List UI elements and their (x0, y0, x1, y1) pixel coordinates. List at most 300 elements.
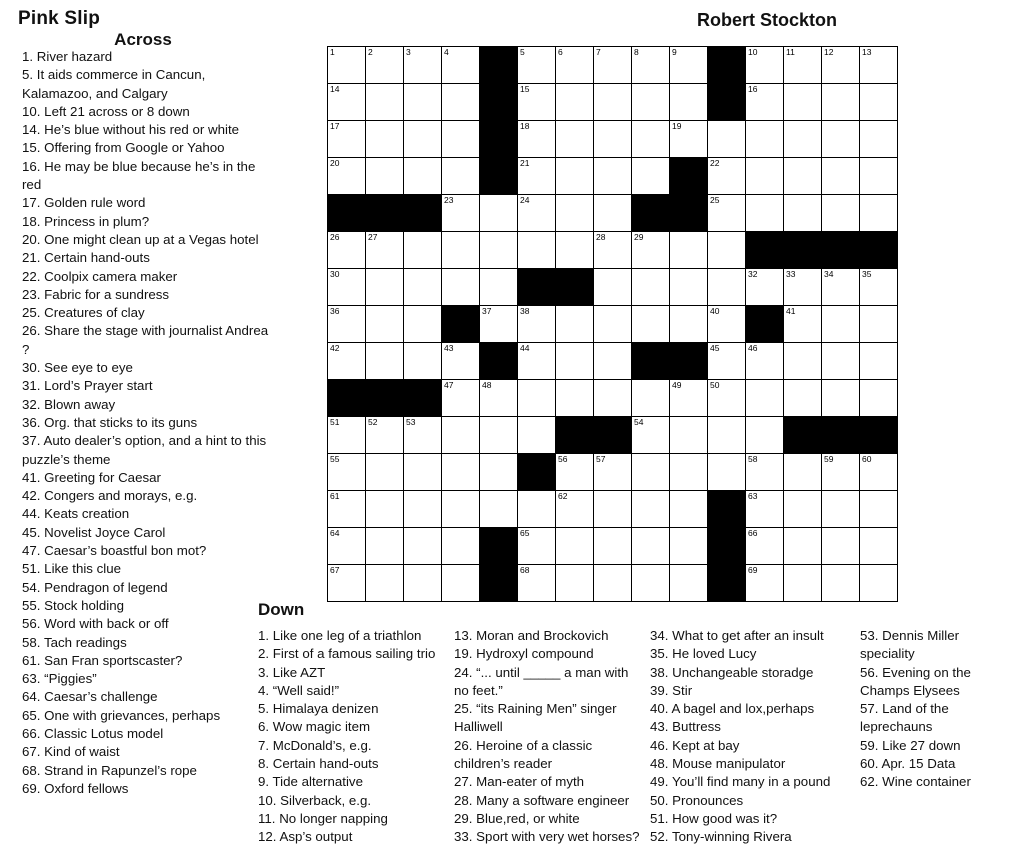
grid-cell[interactable] (556, 565, 594, 602)
grid-cell[interactable] (784, 491, 822, 528)
grid-cell[interactable] (632, 158, 670, 195)
grid-cell[interactable] (670, 306, 708, 343)
grid-block-cell (822, 417, 860, 454)
grid-block-cell (366, 380, 404, 417)
grid-cell[interactable] (746, 269, 784, 306)
grid-cell[interactable] (822, 306, 860, 343)
grid-cell[interactable] (860, 47, 898, 84)
across-clue: 20. One might clean up at a Vegas hotel (22, 231, 259, 247)
grid-cell[interactable] (594, 158, 632, 195)
grid-cell[interactable] (708, 417, 746, 454)
grid-cell[interactable] (670, 84, 708, 121)
grid-cell[interactable] (708, 343, 746, 380)
grid-cell[interactable] (556, 491, 594, 528)
grid-cell[interactable] (670, 380, 708, 417)
grid-cell[interactable] (328, 454, 366, 491)
grid-cell[interactable] (442, 232, 480, 269)
grid-cell[interactable] (442, 158, 480, 195)
grid-cell[interactable] (442, 417, 480, 454)
grid-cell-number: 15 (520, 84, 530, 94)
grid-cell[interactable] (518, 417, 556, 454)
grid-cell[interactable] (404, 158, 442, 195)
grid-block-cell (746, 306, 784, 343)
grid-cell-number: 4 (444, 47, 449, 57)
grid-cell[interactable] (366, 232, 404, 269)
crossword-grid[interactable] (327, 46, 898, 602)
grid-cell[interactable] (328, 232, 366, 269)
grid-cell-number: 13 (862, 47, 872, 57)
across-clue: 42. Congers and morays, e.g. (22, 488, 198, 504)
across-clue: 54. Pendragon of legend (22, 579, 168, 595)
grid-cell[interactable] (594, 47, 632, 84)
grid-cell[interactable] (632, 84, 670, 121)
grid-cell[interactable] (404, 47, 442, 84)
grid-cell-number: 66 (748, 528, 758, 538)
grid-cell-number: 54 (634, 417, 644, 427)
across-clue: 51. Like this clue (22, 561, 122, 577)
grid-row (328, 121, 898, 158)
grid-cell[interactable] (594, 232, 632, 269)
grid-cell[interactable] (784, 454, 822, 491)
across-clue: 55. Stock holding (22, 597, 125, 613)
grid-cell[interactable] (670, 232, 708, 269)
grid-block-cell (404, 380, 442, 417)
across-clue: 16. He may be blue because he’s in the red (22, 158, 256, 193)
across-clue: 15. Offering from Google or Yahoo (22, 140, 225, 156)
grid-cell[interactable] (784, 269, 822, 306)
grid-cell[interactable] (670, 121, 708, 158)
grid-cell[interactable] (746, 47, 784, 84)
grid-cell[interactable] (366, 121, 404, 158)
grid-cell-number: 20 (330, 158, 340, 168)
down-clue: 10. Silverback, e.g. (258, 792, 372, 808)
grid-cell[interactable] (442, 491, 480, 528)
grid-cell[interactable] (442, 269, 480, 306)
grid-cell-number: 52 (368, 417, 378, 427)
grid-cell[interactable] (556, 306, 594, 343)
grid-cell[interactable] (518, 121, 556, 158)
across-clue: 64. Caesar’s challenge (22, 689, 158, 705)
grid-cell[interactable] (632, 47, 670, 84)
grid-cell[interactable] (328, 306, 366, 343)
across-clue: 44. Keats creation (22, 506, 130, 522)
down-clue: 9. Tide alternative (258, 774, 363, 790)
grid-cell[interactable] (708, 121, 746, 158)
grid-cell[interactable] (746, 380, 784, 417)
grid-cell-number: 9 (672, 47, 677, 57)
grid-cell[interactable] (366, 565, 404, 602)
grid-cell[interactable] (860, 565, 898, 602)
grid-cell[interactable] (822, 195, 860, 232)
across-clue: 65. One with grievances, perhaps (22, 707, 221, 723)
down-clue: 24. “... until _____ a man with no feet.” (454, 664, 629, 698)
grid-cell-number: 59 (824, 454, 834, 464)
grid-cell[interactable] (328, 491, 366, 528)
grid-block-cell (594, 417, 632, 454)
grid-cell[interactable] (556, 380, 594, 417)
down-clue: 13. Moran and Brockovich (454, 628, 609, 643)
grid-cell[interactable] (822, 491, 860, 528)
grid-table[interactable] (327, 46, 898, 602)
grid-cell[interactable] (822, 158, 860, 195)
grid-cell[interactable] (328, 565, 366, 602)
grid-block-cell (480, 47, 518, 84)
down-clue: 12. Asp’s output (258, 829, 353, 845)
grid-row (328, 565, 898, 602)
grid-block-cell (366, 195, 404, 232)
grid-cell[interactable] (594, 306, 632, 343)
grid-cell-number: 30 (330, 269, 340, 279)
grid-cell-number: 43 (444, 343, 454, 353)
grid-cell[interactable] (860, 306, 898, 343)
across-clue: 61. San Fran sportscaster? (22, 652, 183, 668)
grid-row (328, 232, 898, 269)
grid-cell[interactable] (708, 195, 746, 232)
grid-cell[interactable] (708, 158, 746, 195)
grid-cell[interactable] (328, 528, 366, 565)
grid-cell[interactable] (556, 454, 594, 491)
grid-cell[interactable] (746, 195, 784, 232)
grid-cell-number: 29 (634, 232, 644, 242)
grid-cell[interactable] (594, 380, 632, 417)
grid-cell[interactable] (632, 491, 670, 528)
grid-cell[interactable] (860, 491, 898, 528)
grid-cell[interactable] (860, 528, 898, 565)
grid-cell[interactable] (594, 269, 632, 306)
grid-cell[interactable] (518, 343, 556, 380)
across-clue: 36. Org. that sticks to its guns (22, 414, 198, 430)
down-clue: 62. Wine container (860, 774, 971, 790)
grid-cell[interactable] (480, 380, 518, 417)
grid-cell[interactable] (366, 343, 404, 380)
across-clue: 26. Share the stage with journalist Andrea ? (22, 323, 269, 357)
grid-cell[interactable] (442, 47, 480, 84)
grid-cell[interactable] (442, 454, 480, 491)
grid-cell[interactable] (328, 417, 366, 454)
grid-cell[interactable] (784, 380, 822, 417)
grid-cell[interactable] (594, 528, 632, 565)
grid-cell[interactable] (670, 491, 708, 528)
grid-block-cell (328, 195, 366, 232)
grid-cell-number: 65 (520, 528, 530, 538)
grid-cell[interactable] (632, 232, 670, 269)
grid-cell[interactable] (822, 47, 860, 84)
grid-cell[interactable] (708, 380, 746, 417)
grid-cell-number: 40 (710, 306, 720, 316)
grid-cell[interactable] (746, 84, 784, 121)
grid-cell[interactable] (746, 454, 784, 491)
grid-cell[interactable] (632, 454, 670, 491)
grid-cell[interactable] (708, 454, 746, 491)
grid-cell[interactable] (556, 195, 594, 232)
down-clue: 43. Buttress (650, 719, 721, 735)
grid-cell[interactable] (594, 491, 632, 528)
grid-cell[interactable] (442, 121, 480, 158)
grid-cell[interactable] (480, 491, 518, 528)
across-clue: 10. Left 21 across or 8 down (22, 103, 190, 119)
grid-cell[interactable] (670, 47, 708, 84)
down-clue: 53. Dennis Miller speciality (860, 628, 960, 662)
grid-cell[interactable] (328, 121, 366, 158)
grid-cell[interactable] (442, 528, 480, 565)
grid-cell[interactable] (746, 565, 784, 602)
grid-cell[interactable] (518, 306, 556, 343)
grid-cell[interactable] (860, 195, 898, 232)
grid-block-cell (442, 306, 480, 343)
grid-cell[interactable] (328, 158, 366, 195)
grid-cell[interactable] (480, 195, 518, 232)
grid-cell[interactable] (480, 306, 518, 343)
down-clue: 35. He loved Lucy (650, 646, 757, 662)
grid-cell[interactable] (822, 565, 860, 602)
across-clue: 31. Lord’s Prayer start (22, 378, 153, 394)
grid-cell[interactable] (328, 47, 366, 84)
grid-cell[interactable] (442, 84, 480, 121)
grid-cell[interactable] (784, 47, 822, 84)
grid-cell[interactable] (860, 84, 898, 121)
grid-cell[interactable] (594, 454, 632, 491)
grid-cell-number: 49 (672, 380, 682, 390)
grid-cell[interactable] (670, 454, 708, 491)
grid-cell[interactable] (480, 232, 518, 269)
grid-cell[interactable] (784, 343, 822, 380)
grid-cell[interactable] (518, 380, 556, 417)
grid-cell[interactable] (442, 565, 480, 602)
grid-block-cell (556, 417, 594, 454)
down-clue: 50. Pronounces (650, 792, 744, 808)
grid-cell[interactable] (366, 158, 404, 195)
grid-cell[interactable] (784, 306, 822, 343)
grid-cell[interactable] (670, 417, 708, 454)
across-clue: 18. Princess in plum? (22, 213, 150, 229)
grid-cell[interactable] (822, 528, 860, 565)
grid-cell[interactable] (860, 454, 898, 491)
down-column-2 (454, 627, 650, 847)
down-clue: 4. “Well said!” (258, 682, 340, 698)
grid-cell[interactable] (328, 343, 366, 380)
grid-cell[interactable] (366, 84, 404, 121)
grid-cell[interactable] (366, 269, 404, 306)
grid-cell[interactable] (404, 84, 442, 121)
grid-cell-number: 63 (748, 491, 758, 501)
grid-cell[interactable] (518, 47, 556, 84)
grid-cell-number: 42 (330, 343, 340, 353)
grid-cell[interactable] (632, 528, 670, 565)
grid-cell[interactable] (518, 232, 556, 269)
grid-cell[interactable] (670, 269, 708, 306)
grid-block-cell (860, 232, 898, 269)
grid-cell-number: 3 (406, 47, 411, 57)
grid-cell[interactable] (594, 195, 632, 232)
down-clue: 52. Tony-winning Rivera (650, 829, 792, 845)
down-clue: 29. Blue,red, or white (454, 810, 580, 826)
grid-cell[interactable] (860, 380, 898, 417)
down-column-3 (650, 627, 860, 847)
across-clue: 22. Coolpix camera maker (22, 268, 178, 284)
grid-cell-number: 14 (330, 84, 340, 94)
grid-cell[interactable] (556, 528, 594, 565)
grid-cell[interactable] (556, 343, 594, 380)
grid-cell[interactable] (366, 528, 404, 565)
grid-cell[interactable] (746, 158, 784, 195)
grid-cell[interactable] (404, 491, 442, 528)
grid-cell[interactable] (860, 121, 898, 158)
across-clue: 1. River hazard (22, 49, 113, 64)
grid-cell[interactable] (632, 565, 670, 602)
grid-cell[interactable] (708, 269, 746, 306)
grid-cell[interactable] (404, 306, 442, 343)
grid-cell[interactable] (366, 417, 404, 454)
grid-block-cell (670, 158, 708, 195)
grid-cell[interactable] (746, 121, 784, 158)
grid-cell[interactable] (404, 121, 442, 158)
grid-cell[interactable] (860, 158, 898, 195)
grid-cell[interactable] (746, 343, 784, 380)
grid-cell[interactable] (366, 47, 404, 84)
down-clue: 34. What to get after an insult (650, 628, 824, 643)
grid-cell[interactable] (594, 121, 632, 158)
grid-cell[interactable] (746, 528, 784, 565)
grid-cell[interactable] (860, 269, 898, 306)
grid-cell[interactable] (670, 565, 708, 602)
grid-cell-number: 57 (596, 454, 606, 464)
grid-cell[interactable] (366, 454, 404, 491)
grid-block-cell (480, 84, 518, 121)
down-clue: 46. Kept at bay (650, 737, 740, 753)
grid-cell[interactable] (404, 528, 442, 565)
grid-cell[interactable] (556, 84, 594, 121)
down-clue: 28. Many a software engineer (454, 792, 630, 808)
grid-cell-number: 27 (368, 232, 378, 242)
down-clue: 6. Wow magic item (258, 719, 371, 735)
grid-cell[interactable] (518, 158, 556, 195)
grid-cell[interactable] (518, 565, 556, 602)
grid-cell[interactable] (708, 306, 746, 343)
grid-row (328, 47, 898, 84)
grid-cell[interactable] (822, 121, 860, 158)
grid-cell-number: 33 (786, 269, 796, 279)
grid-cell-number: 24 (520, 195, 530, 205)
grid-cell[interactable] (556, 47, 594, 84)
grid-cell[interactable] (860, 343, 898, 380)
grid-cell[interactable] (404, 269, 442, 306)
grid-cell-number: 50 (710, 380, 720, 390)
grid-cell[interactable] (556, 158, 594, 195)
grid-cell[interactable] (366, 306, 404, 343)
grid-cell[interactable] (480, 269, 518, 306)
grid-cell[interactable] (822, 380, 860, 417)
grid-cell[interactable] (784, 565, 822, 602)
grid-row (328, 84, 898, 121)
grid-cell[interactable] (594, 343, 632, 380)
grid-cell[interactable] (822, 343, 860, 380)
grid-cell[interactable] (442, 380, 480, 417)
grid-cell[interactable] (404, 232, 442, 269)
down-clue: 59. Like 27 down (860, 737, 961, 753)
across-clue: 66. Classic Lotus model (22, 725, 164, 741)
grid-cell[interactable] (556, 121, 594, 158)
grid-block-cell (822, 232, 860, 269)
down-clue: 51. How good was it? (650, 810, 778, 826)
grid-cell[interactable] (594, 84, 632, 121)
grid-cell[interactable] (784, 528, 822, 565)
grid-row (328, 158, 898, 195)
down-clue: 19. Hydroxyl compound (454, 646, 594, 662)
grid-cell[interactable] (480, 454, 518, 491)
down-clue: 57. Land of the leprechauns (860, 701, 949, 735)
grid-cell[interactable] (404, 343, 442, 380)
grid-block-cell (480, 158, 518, 195)
grid-cell[interactable] (480, 417, 518, 454)
grid-cell-number: 23 (444, 195, 454, 205)
grid-cell[interactable] (518, 195, 556, 232)
down-clue: 48. Mouse manipulator (650, 756, 786, 772)
grid-cell[interactable] (670, 528, 708, 565)
grid-cell[interactable] (822, 84, 860, 121)
grid-cell[interactable] (518, 528, 556, 565)
grid-cell[interactable] (404, 417, 442, 454)
down-heading: Down (258, 600, 305, 619)
grid-cell-number: 53 (406, 417, 416, 427)
grid-cell-number: 38 (520, 306, 530, 316)
grid-cell-number: 6 (558, 47, 563, 57)
grid-cell-number: 7 (596, 47, 601, 57)
grid-cell[interactable] (632, 269, 670, 306)
grid-cell[interactable] (632, 380, 670, 417)
grid-cell[interactable] (632, 306, 670, 343)
grid-cell[interactable] (518, 491, 556, 528)
grid-block-cell (632, 195, 670, 232)
grid-cell[interactable] (822, 454, 860, 491)
grid-cell[interactable] (366, 491, 404, 528)
grid-row (328, 528, 898, 565)
grid-cell[interactable] (632, 417, 670, 454)
grid-cell[interactable] (784, 195, 822, 232)
down-column-4 (860, 627, 1010, 847)
down-clue: 1. Like one leg of a triathlon (258, 628, 422, 643)
grid-cell[interactable] (328, 84, 366, 121)
grid-cell-number: 37 (482, 306, 492, 316)
grid-cell-number: 5 (520, 47, 525, 57)
grid-cell-number: 19 (672, 121, 682, 131)
across-clue: 5. It aids commerce in Cancun, Kalamazoo, and Calgary (22, 67, 206, 101)
grid-cell[interactable] (518, 84, 556, 121)
grid-cell[interactable] (784, 84, 822, 121)
grid-row (328, 269, 898, 306)
grid-cell[interactable] (556, 232, 594, 269)
grid-cell-number: 64 (330, 528, 340, 538)
grid-cell-number: 16 (748, 84, 758, 94)
grid-cell[interactable] (708, 232, 746, 269)
down-clue: 40. A bagel and lox,perhaps (650, 701, 815, 717)
down-clue: 5. Himalaya denizen (258, 701, 379, 717)
grid-cell[interactable] (822, 269, 860, 306)
grid-cell[interactable] (746, 491, 784, 528)
grid-block-cell (746, 232, 784, 269)
grid-cell[interactable] (328, 269, 366, 306)
grid-cell[interactable] (442, 195, 480, 232)
grid-cell[interactable] (404, 454, 442, 491)
grid-cell-number: 44 (520, 343, 530, 353)
grid-cell[interactable] (404, 565, 442, 602)
grid-cell[interactable] (784, 121, 822, 158)
grid-cell[interactable] (442, 343, 480, 380)
grid-block-cell (784, 232, 822, 269)
grid-cell[interactable] (746, 417, 784, 454)
grid-cell[interactable] (632, 121, 670, 158)
grid-cell[interactable] (784, 158, 822, 195)
grid-cell[interactable] (594, 565, 632, 602)
